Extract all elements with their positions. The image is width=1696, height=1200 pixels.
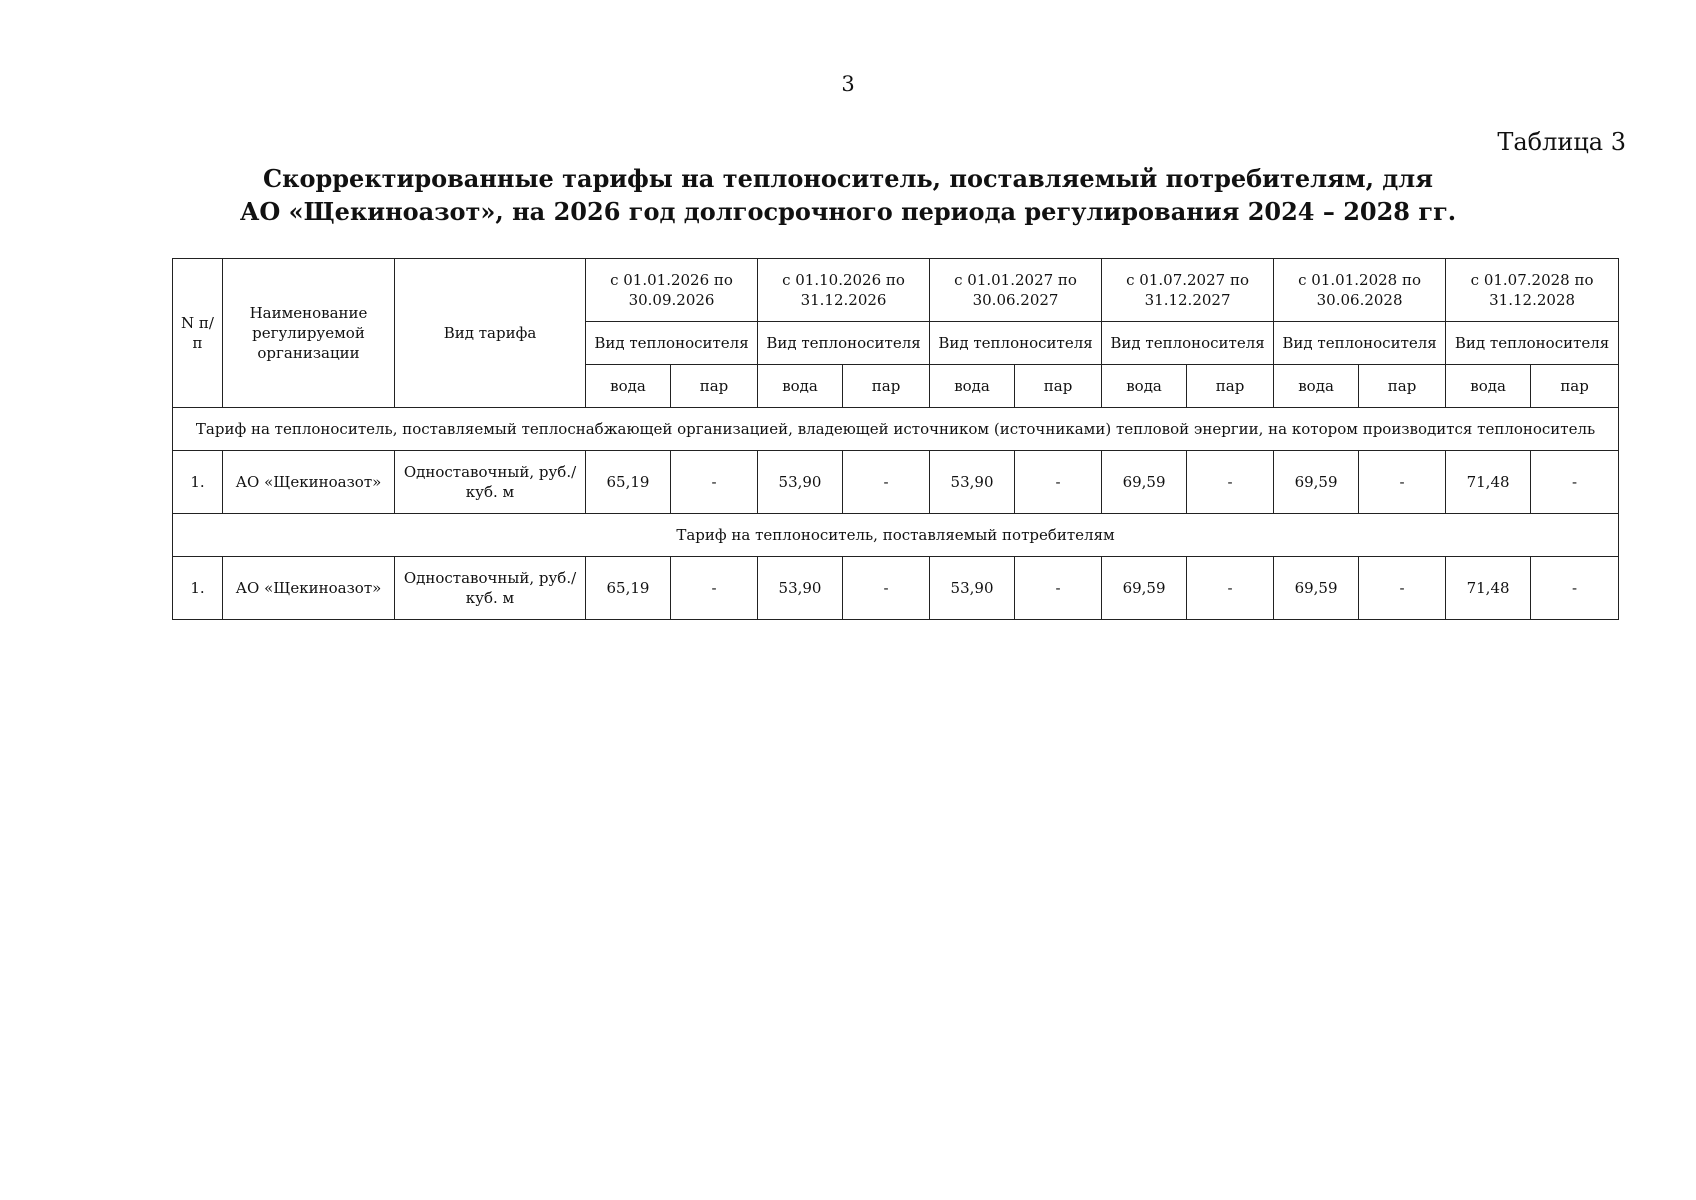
header-water: вода	[1102, 365, 1187, 408]
header-tariff-type: Вид тарифа	[395, 259, 586, 408]
value-steam: -	[1015, 451, 1102, 514]
row-org: АО «Щекиноазот»	[223, 557, 395, 620]
value-steam: -	[1187, 451, 1274, 514]
value-water: 53,90	[758, 451, 843, 514]
header-period-6: с 01.07.2028 по 31.12.2028	[1446, 259, 1619, 322]
value-steam: -	[671, 557, 758, 620]
row-org: АО «Щекиноазот»	[223, 451, 395, 514]
section-title: Тариф на теплоноситель, поставляемый потребителям	[173, 514, 1619, 557]
header-water: вода	[586, 365, 671, 408]
value-steam: -	[1531, 451, 1619, 514]
row-num: 1.	[173, 451, 223, 514]
table-row	[173, 451, 1619, 514]
document-title-line-1: Скорректированные тарифы на теплоноситель, поставляемый потребителям, для	[263, 164, 1433, 193]
value-steam: -	[843, 557, 930, 620]
header-water: вода	[930, 365, 1015, 408]
header-carrier-type: Вид теплоносителя	[1274, 322, 1446, 365]
header-carrier-type: Вид теплоносителя	[1102, 322, 1274, 365]
value-water: 71,48	[1446, 451, 1531, 514]
header-org: Наименование регулируемой организации	[223, 259, 395, 408]
tariff-table	[172, 258, 1619, 620]
section-row-consumers	[173, 514, 1619, 557]
value-water: 53,90	[758, 557, 843, 620]
header-steam: пар	[843, 365, 930, 408]
value-water: 71,48	[1446, 557, 1531, 620]
row-tariff: Одноставочный, руб./куб. м	[395, 451, 586, 514]
header-steam: пар	[1359, 365, 1446, 408]
header-row-periods	[173, 259, 1619, 322]
header-carrier-type: Вид теплоносителя	[586, 322, 758, 365]
value-steam: -	[1187, 557, 1274, 620]
value-water: 65,19	[586, 451, 671, 514]
table-label: Таблица 3	[1497, 128, 1626, 156]
section-title: Тариф на теплоноситель, поставляемый теплоснабжающей организацией, владеющей источником (источниками) тепловой энергии, на котором производится теплоноситель	[173, 408, 1619, 451]
row-tariff: Одноставочный, руб./куб. м	[395, 557, 586, 620]
value-water: 69,59	[1102, 451, 1187, 514]
header-water: вода	[758, 365, 843, 408]
header-period-4: с 01.07.2027 по 31.12.2027	[1102, 259, 1274, 322]
header-steam: пар	[1187, 365, 1274, 408]
value-water: 65,19	[586, 557, 671, 620]
header-carrier-type: Вид теплоносителя	[930, 322, 1102, 365]
header-carrier-type: Вид теплоносителя	[758, 322, 930, 365]
value-steam: -	[843, 451, 930, 514]
table-row	[173, 557, 1619, 620]
header-carrier-type: Вид теплоносителя	[1446, 322, 1619, 365]
header-period-5: с 01.01.2028 по 30.06.2028	[1274, 259, 1446, 322]
document-title	[0, 162, 1696, 228]
header-water: вода	[1446, 365, 1531, 408]
header-period-3: с 01.01.2027 по 30.06.2027	[930, 259, 1102, 322]
value-steam: -	[671, 451, 758, 514]
page-number: 3	[841, 72, 855, 96]
section-row-source-org	[173, 408, 1619, 451]
value-steam: -	[1359, 451, 1446, 514]
value-water: 69,59	[1274, 557, 1359, 620]
value-water: 69,59	[1274, 451, 1359, 514]
header-num: N п/п	[173, 259, 223, 408]
header-water: вода	[1274, 365, 1359, 408]
header-steam: пар	[671, 365, 758, 408]
row-num: 1.	[173, 557, 223, 620]
value-water: 53,90	[930, 451, 1015, 514]
header-steam: пар	[1531, 365, 1619, 408]
value-water: 69,59	[1102, 557, 1187, 620]
document-title-line-2: АО «Щекиноазот», на 2026 год долгосрочного периода регулирования 2024 – 2028 гг.	[239, 197, 1457, 226]
value-steam: -	[1015, 557, 1102, 620]
value-steam: -	[1531, 557, 1619, 620]
header-steam: пар	[1015, 365, 1102, 408]
value-water: 53,90	[930, 557, 1015, 620]
header-period-1: с 01.01.2026 по 30.09.2026	[586, 259, 758, 322]
value-steam: -	[1359, 557, 1446, 620]
header-period-2: с 01.10.2026 по 31.12.2026	[758, 259, 930, 322]
